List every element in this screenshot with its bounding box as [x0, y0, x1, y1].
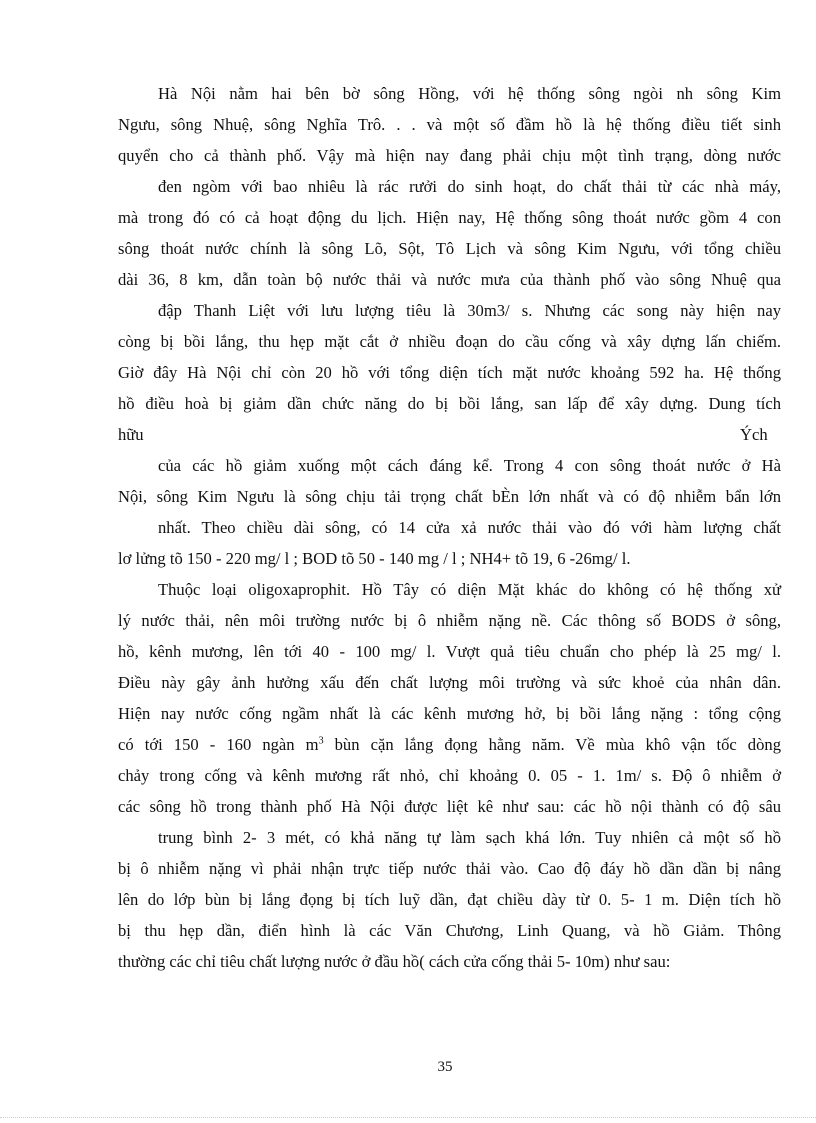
text-line: của các hồ giảm xuống một cách đáng kể. Trong 4 con sông thoát nước ở Hà [158, 456, 781, 475]
page-number: 35 [437, 1059, 453, 1075]
text-line: sông thoát nước chính là sông Lõ, Sột, Tô Lịch và sông Kim Ngưu, với tổng chiều [118, 239, 781, 258]
text-line: bị thu hẹp dần, điển hình là các Văn Chương, Linh Quang, và hồ Giảm. Thông [118, 921, 781, 940]
text-line: Thuộc loại oligoxaprophit. Hồ Tây có diện Mặt khác do không có hệ thống xử [158, 580, 781, 599]
text-line: hồ, kênh mương, lên tới 40 - 100 mg/ l. Vượt quả tiêu chuẩn cho phép là 25 mg/ l. [118, 642, 781, 661]
text-line: lơ lửng tõ 150 - 220 mg/ l ; BOD tõ 50 - 140 mg / l ; NH4+ tõ 19, 6 -26mg/ l. [118, 549, 631, 568]
text-line: chảy trong cống và kênh mương rất nhỏ, chỉ khoảng 0. 05 - 1. 1m/ s. Độ ô nhiễm ở [118, 766, 781, 785]
text-line: dài 36, 8 km, dẫn toàn bộ nước thải và nước mưa của thành phố vào sông Nhuệ qua [118, 270, 781, 289]
text-line: nhất. Theo chiều dài sông, có 14 cửa xả nước thải vào đó với hàm lượng chất [158, 518, 781, 537]
text-line: các sông hồ trong thành phố Hà Nội được liệt kê như sau: các hồ nội thành có độ sâu [118, 797, 781, 816]
text-line: Nội, sông Kim Ngưu là sông chịu tải trọng chất bÈn lớn nhất và có độ nhiễm bẩn lớn [118, 487, 781, 506]
text-line: Ngưu, sông Nhuệ, sông Nghĩa Trô. . . và một số đầm hồ là hệ thống điều tiết sinh [118, 115, 781, 134]
text-line: Điều này gây ảnh hưởng xấu đến chất lượng môi trường và sức khoẻ của nhân dân. [118, 673, 781, 692]
text-line [118, 730, 781, 760]
superscript: 3 [318, 735, 324, 747]
text-line: hồ điều hoà bị giảm dần chức năng do bị bồi lắng, san lấp để xây dựng. Dung tích [118, 394, 781, 413]
text-segment: bùn cặn lắng đọng hằng năm. Về mùa khô vận tốc dòng [323, 735, 781, 754]
text-line: Hiện nay nước cống ngầm nhất là các kênh mương hở, bị bồi lắng nặng : tổng cộng [118, 704, 781, 723]
text-line: thường các chỉ tiêu chất lượng nước ở đầu hồ( cách cửa cống thải 5- 10m) như sau: [118, 952, 671, 971]
text-line: bị ô nhiễm nặng vì phải nhận trực tiếp nước thải vào. Cao độ đáy hồ dần dần bị nâng [118, 859, 781, 878]
text-line: hữu [118, 425, 144, 444]
text-line: quyển cho cả thành phố. Vậy mà hiện nay đang phải chịu một tình trạng, dòng nước [118, 146, 781, 165]
text-line: Ých [740, 425, 768, 444]
text-line: đập Thanh Liệt với lưu lượng tiêu là 30m3/ s. Nhưng các song này hiện nay [158, 301, 781, 320]
text-line: lý nước thải, nên môi trường nước bị ô nhiễm nặng nề. Các thông số BODS ở sông, [118, 611, 781, 630]
text-segment: có tới 150 - 160 ngàn m [118, 735, 319, 754]
text-line: Giờ đây Hà Nội chỉ còn 20 hồ với tổng diện tích mặt nước khoảng 592 ha. Hệ thống [118, 363, 781, 382]
text-line: lên do lớp bùn bị lắng đọng bị tích luỹ dần, đạt chiều dày từ 0. 5- 1 m. Diện tích hồ [118, 890, 781, 909]
text-line: trung bình 2- 3 mét, có khả năng tự làm sạch khá lớn. Tuy nhiên cả một số hồ [158, 828, 781, 847]
text-line: mà trong đó có cả hoạt động du lịch. Hiện nay, Hệ thống sông thoát nước gồm 4 con [118, 208, 781, 227]
text-line: Hà Nội nằm hai bên bờ sông Hồng, với hệ thống sông ngòi nh sông Kim [158, 84, 781, 103]
text-line: đen ngòm với bao nhiêu là rác rưởi do sinh hoạt, do chất thải từ các nhà máy, [158, 177, 781, 196]
page-edge-divider [0, 1117, 816, 1118]
text-line: còng bị bồi lắng, thu hẹp mặt cắt ở nhiều đoạn do cầu cống và xây dựng lấn chiếm. [118, 332, 781, 351]
